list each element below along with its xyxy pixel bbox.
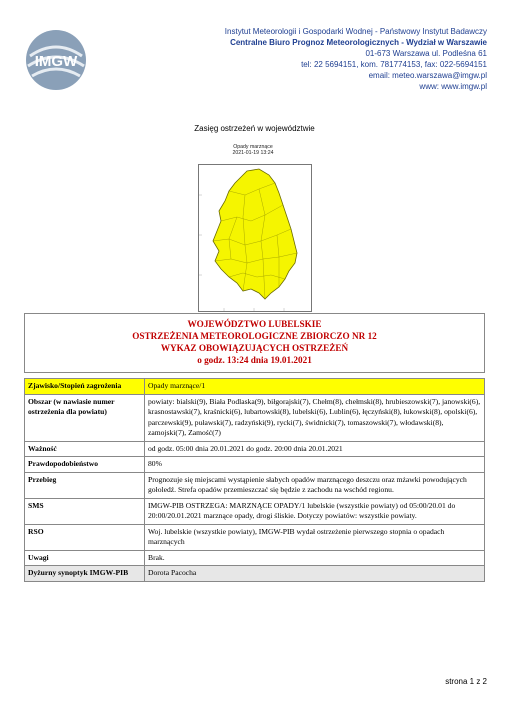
- row-value: od godz. 05:00 dnia 20.01.2021 do godz. 20:00 dnia 20.01.2021: [145, 441, 485, 457]
- list-title: WYKAZ OBOWIĄZUJĄCYCH OSTRZEŻEŃ: [160, 343, 349, 353]
- row-value: Prognozuje się miejscami wystąpienie słabych opadów marznącego deszczu oraz mżawki powodujących gołoledź. Strefa opadów przemieszczać się będzie z zachodu na wschód regionu.: [145, 472, 485, 498]
- institution-header: [157, 26, 487, 92]
- row-key: Przebieg: [25, 472, 145, 498]
- row-value: Woj. lubelskie (wszystkie powiaty), IMGW-PIB wydał ostrzeżenie pierwszego stopnia o opadach marznących: [145, 524, 485, 550]
- table-row-validity: [25, 441, 485, 457]
- row-value: Brak.: [145, 550, 485, 566]
- www-line: www: www.imgw.pl: [419, 82, 487, 91]
- imgw-logo: [22, 26, 90, 94]
- table-row-remarks: [25, 550, 485, 566]
- row-value: Opady marznące/1: [145, 379, 485, 395]
- email-line: email: meteo.warszawa@imgw.pl: [368, 71, 487, 80]
- table-row-forecaster: [25, 566, 485, 582]
- warning-report: [24, 313, 485, 582]
- map-frame: [198, 164, 312, 312]
- row-key: Obszar (w nawiasie numer ostrzeżenia dla powiatu): [25, 394, 145, 441]
- region-map: [199, 165, 311, 311]
- warning-table: [24, 378, 485, 582]
- logo-graphic: [22, 26, 90, 94]
- table-row-course: [25, 472, 485, 498]
- table-row-phenomenon: [25, 379, 485, 395]
- map-caption: Zasięg ostrzeżeń w województwie: [194, 124, 315, 133]
- row-value: Dorota Pacocha: [145, 566, 485, 582]
- map-title-datetime: 2021-01-19 13:24: [232, 150, 274, 156]
- bulletin-title: OSTRZEŻENIA METEOROLOGICZNE ZBIORCZO NR 12: [132, 331, 377, 341]
- row-key: Uwagi: [25, 550, 145, 566]
- office-name: Centralne Biuro Prognoz Meteorologicznych - Wydział w Warszawie: [230, 38, 487, 47]
- row-key: SMS: [25, 498, 145, 524]
- address: 01-673 Warszawa ul. Podleśna 61: [365, 49, 487, 58]
- row-key: RSO: [25, 524, 145, 550]
- row-value: powiaty: bialski(9), Biała Podlaska(9), biłgorajski(7), Chełm(8), chełmski(8), hrubieszowski(7), janowski(6), krasnostawski(7), kraśnicki(6), lubartowski(8), lubelski(6), Lublin(6), łęczyński(8), łukowski(8), opolski(6), parczewski(9), puławski(7), radzyński(9), rycki(7), świdnicki(7), tomaszowski(7), włodawski(8), zamojski(7), Zamość(7): [145, 394, 485, 441]
- row-key: Prawdopodobieństwo: [25, 457, 145, 473]
- row-value: IMGW-PIB OSTRZEGA: MARZNĄCE OPADY/1 lubelskie (wszystkie powiaty) od 05:00/20.01 do 20:00/20.01.2021 marznące opady, drogi śliskie. Dotyczy powiatów: wszystkie powiaty.: [145, 498, 485, 524]
- region-title: WOJEWÓDZTWO LUBELSKIE: [187, 319, 322, 329]
- table-row-probability: [25, 457, 485, 473]
- map-title-phenomenon: Opady marznące: [233, 144, 273, 150]
- page-number: strona 1 z 2: [445, 677, 487, 686]
- table-row-area: [25, 394, 485, 441]
- table-row-rso: [25, 524, 485, 550]
- row-key: Dyżurny synoptyk IMGW-PIB: [25, 566, 145, 582]
- institution-name: Instytut Meteorologii i Gospodarki Wodnej - Państwowy Instytut Badawczy: [224, 27, 487, 36]
- table-row-sms: [25, 498, 485, 524]
- map-title: [188, 144, 318, 156]
- row-value: 80%: [145, 457, 485, 473]
- logo-text: IMGW: [34, 53, 78, 70]
- lubelskie-region: [213, 169, 297, 299]
- row-key: Ważność: [25, 441, 145, 457]
- issue-time: o godz. 13:24 dnia 19.01.2021: [197, 355, 312, 365]
- row-key: Zjawisko/Stopień zagrożenia: [25, 379, 145, 395]
- phone-line: tel: 22 5694151, kom. 781774153, fax: 022-5694151: [301, 60, 487, 69]
- warning-map: [188, 144, 318, 320]
- report-title: [24, 313, 485, 373]
